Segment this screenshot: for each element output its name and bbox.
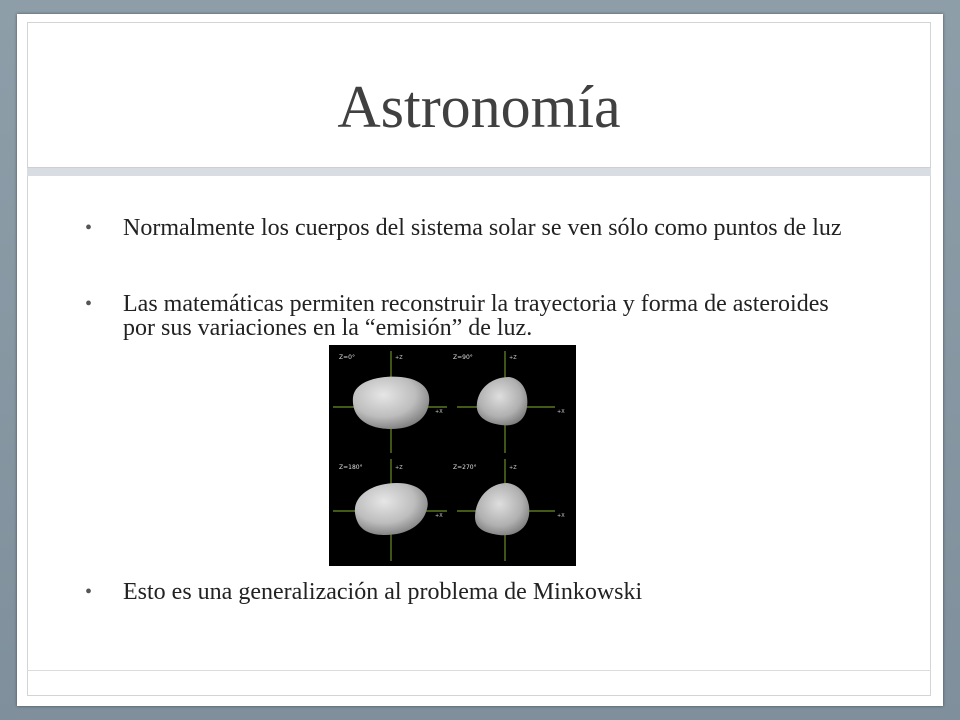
axis-x-label: +X — [435, 513, 443, 519]
title-separator-band — [27, 168, 931, 176]
asteroid-shape — [355, 483, 428, 535]
axis-x-label: +X — [557, 513, 565, 519]
title-area — [27, 22, 931, 172]
axis-x-label: +X — [557, 409, 565, 415]
panel-label: Z=0° — [339, 354, 355, 361]
panel-label: Z=270° — [453, 464, 477, 471]
bullet-item — [85, 291, 843, 341]
asteroid-shape — [475, 483, 529, 535]
asteroid-panel — [333, 459, 447, 561]
asteroid-shape — [477, 377, 528, 425]
asteroid-panel — [453, 459, 565, 561]
asteroid-shape — [353, 377, 429, 429]
bullet-dot-icon: • — [85, 293, 93, 315]
asteroid-panel — [333, 351, 447, 453]
panel-label: Z=180° — [339, 464, 363, 471]
footer-line — [27, 670, 931, 671]
bullet-text: Las matemáticas permiten reconstruir la trayectoria y forma de asteroides por sus variaciones en la “emisión” de luz. — [123, 291, 829, 341]
bullet-item — [85, 215, 843, 241]
asteroid-panel — [453, 351, 565, 453]
bullet-text: Esto es una generalización al problema de Minkowski — [123, 579, 643, 605]
asteroid-views-svg — [329, 345, 576, 566]
asteroid-shape-figure — [329, 345, 576, 566]
panel-label: Z=90° — [453, 354, 473, 361]
bullet-dot-icon: • — [85, 581, 93, 603]
slide-title: Astronomía — [337, 74, 621, 140]
bullet-item — [85, 579, 843, 605]
axis-z-label: +Z — [509, 465, 517, 471]
bullet-text: Normalmente los cuerpos del sistema solar se ven sólo como puntos de luz — [123, 215, 842, 241]
axis-z-label: +Z — [509, 355, 517, 361]
axis-z-label: +Z — [395, 355, 403, 361]
axis-z-label: +Z — [395, 465, 403, 471]
bullet-dot-icon: • — [85, 217, 93, 239]
axis-x-label: +X — [435, 409, 443, 415]
